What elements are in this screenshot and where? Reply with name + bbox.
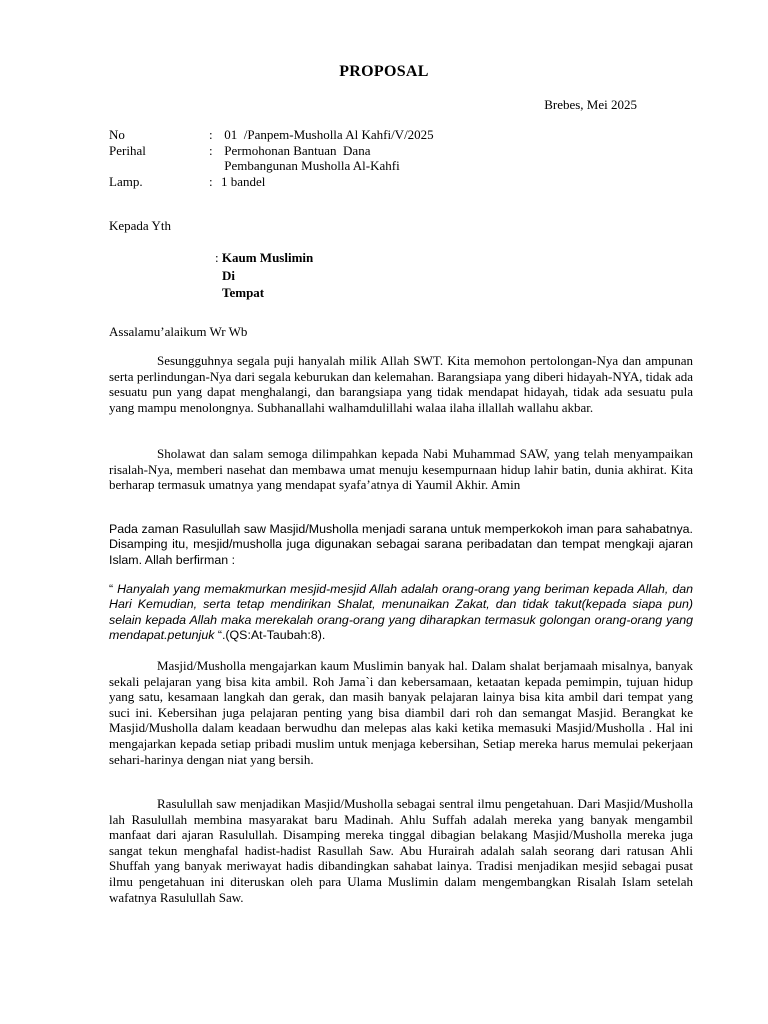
recipient-block: [215, 249, 313, 302]
quote-open: “: [109, 582, 118, 596]
meta-row-subject-cont: [109, 158, 669, 174]
meta-key: Perihal: [109, 142, 146, 158]
meta-value: Permohonan Bantuan Dana: [221, 142, 371, 158]
paragraph-history: Pada zaman Rasulullah saw Masjid/Musholla menjadi sarana untuk memperkokoh iman para sahabatnya. Disamping itu, mesjid/musholla juga digunakan sebagai sarana peribadatan dan tempat mengkaji ajaran Islam. Allah berfirman :: [109, 522, 693, 567]
recipient-prefix: :: [215, 250, 222, 265]
quote-citation: “.(QS:At-Taubah:8).: [214, 628, 326, 643]
recipient-line: Tempat: [222, 285, 265, 300]
quran-quote: [109, 582, 693, 644]
meta-colon: :: [209, 173, 213, 189]
quote-text: Hanyalah yang memakmurkan mesjid-mesjid Allah adalah orang-orang yang beriman kepada Allah, dan Hari Kemudian, serta tetap mendirikan Shalat, menunaikan Zakat, dan tidak takut(kepada siapa pun) selain kepada Allah maka merekalah orang-orang yang diharapkan termasuk golongan orang-orang yang mendapat.petunjuk: [109, 582, 693, 643]
recipient-line: [215, 249, 313, 267]
meta-value: 1 bandel: [221, 173, 266, 189]
recipient-name: Kaum Muslimin: [221, 250, 314, 265]
meta-value: 01 /Panpem-Musholla Al Kahfi/V/2025: [221, 127, 434, 142]
meta-key: No: [109, 127, 125, 142]
meta-key: [109, 158, 209, 174]
paragraph-sholawat: Sholawat dan salam semoga dilimpahkan kepada Nabi Muhammad SAW, yang telah menyampaikan risalah-Nya, memberi nasehat dan membawa umat menuju kesempurnaan hidup lahir batin, dunia akhirat. Kita berharap termasuk umatnya yang mendapat syafa’atnya di Yaumil Akhir. Amin: [109, 446, 693, 493]
meta-colon: :: [209, 142, 213, 158]
paragraph-opening: Sesungguhnya segala puji hanyalah milik Allah SWT. Kita memohon pertolongan-Nya dan ampunan serta perlindungan-Nya dari segala keburukan dan kelemahan. Barangsiapa yang diberi hidayah-NYA, tidak ada sesuatu pun yang dapat menghalangi, dan barangsiapa yang tidak mendapat hidayah, tidak ada sesuatu pula yang mampu menolongnya. Subhanallahi walhamdulillahi walaa ilaha illallah wallahu akbar.: [109, 353, 693, 415]
greeting: Assalamu’alaikum Wr Wb: [109, 324, 248, 339]
meta-colon: [209, 158, 221, 174]
paragraph-lessons: Masjid/Musholla mengajarkan kaum Muslimin banyak hal. Dalam shalat berjamaah misalnya, banyak sekali pelajaran yang bisa kita ambil. Roh Jama`i dan kebersamaan, ketaatan kepada pemimpin, tujuan hidup yang satu, kesamaan langkah dan gerak, dan masih banyak pelajaran lainya bisa kita ambil dari tempat yang suci ini. Kebersihan juga pelajaran penting yang bisa diambil dari roh dan semangat Masjid. Berangkat ke Masjid/Musholla dalam keadaan berwudhu dan melepas alas kaki ketika memasuki Masjid/Musholla . Hal ini mengajarkan kepada setiap pribadi muslim untuk menjaga kebersihan, Setiap mereka harus memulai pekerjaan sehari-harinya dengan niat yang bersih.: [109, 658, 693, 767]
recipient-salutation: Kepada Yth: [109, 218, 171, 233]
letter-meta: [109, 127, 669, 189]
document-title: PROPOSAL: [339, 63, 429, 80]
meta-row-subject: [109, 143, 669, 159]
paragraph-knowledge: Rasulullah saw menjadikan Masjid/Musholla sebagai sentral ilmu pengetahuan. Dari Masjid/Musholla lah Rasulullah membina masyarakat baru Madinah. Ahlu Suffah adalah mereka yang banyak mengambil manfaat dari ajaran Rasulullah. Disamping mereka tinggal dibagian belakang Masjid/Musholla mereka juga sangat tekun menghafal hadist-hadist Rasullah Saw. Abu Hurairah adalah salah seorang dari ratusan Ahli Shuffah yang banyak meriwayat hadis dibandingkan sahabat lainya. Tradisi menjadikan mesjid sebagai pusat ilmu pengetahuan ini diteruskan oleh para Ulama Muslimin dalam mengembangkan Risalah Islam setelah wafatnya Rasulullah Saw.: [109, 796, 693, 905]
meta-value: Pembangunan Musholla Al-Kahfi: [221, 158, 400, 173]
letter-date: Brebes, Mei 2025: [544, 97, 637, 112]
meta-colon: :: [209, 127, 213, 142]
meta-key: Lamp.: [109, 173, 143, 189]
meta-row-number: [109, 127, 669, 143]
recipient-line: Di: [222, 267, 235, 283]
meta-row-attachment: [109, 174, 669, 190]
